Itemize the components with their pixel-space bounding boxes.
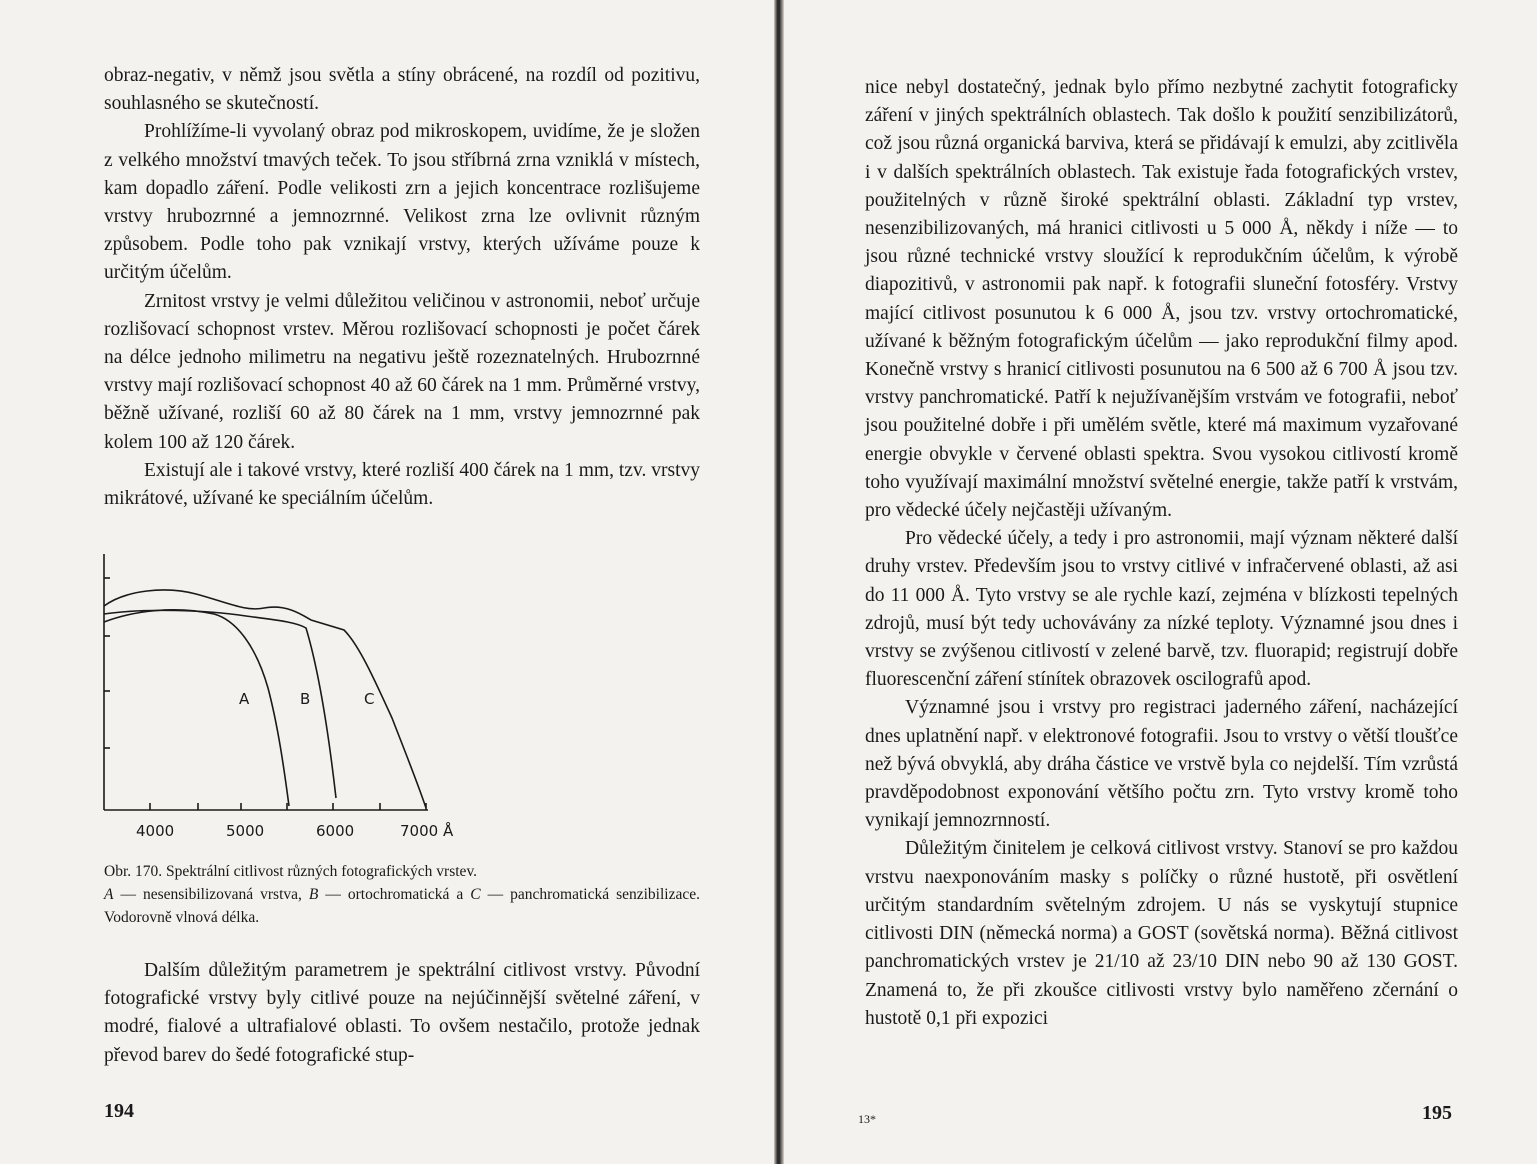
caption-title: Obr. 170. Spektrální citlivost různých fotografických vrstev. [104,863,478,880]
figure-graphic [96,548,496,848]
signature-mark: 13* [858,1112,876,1126]
caption-body: A — nesensibilizovaná vrstva, B — ortochromatická a C — panchromatická senzibilizace. Vodorovně vlnová délka. [104,886,700,926]
x-tick-label: 7000 Å [400,822,454,840]
right-page-text [865,74,1458,1033]
paragraph: Významné jsou i vrstvy pro registraci jaderného záření, nacházející dnes uplatnění např. v elektronové fotografii. Jsou to vrstvy o větší tloušťce než bývá obvyklá, aby dráha částice ve vrstvě byla co nejdelší. Tím vzrůstá pravděpodobnost exponování většího počtu zrn. Tyto vrstvy kromě toho vynikají jemnozrnností. [865,697,1458,832]
spectral-sensitivity-figure [96,548,496,848]
paragraph: Existují ale i takové vrstvy, které rozliší 400 čárek na 1 mm, tzv. vrstvy mikrátové, užívané ke speciálním účelům. [104,459,700,510]
page-number-right: 195 [1422,1102,1452,1124]
x-tick-label: 6000 [316,822,355,840]
curve-c [104,590,426,808]
curve-label-b: B [300,690,311,708]
x-tick-label: 4000 [136,822,175,840]
page-number-left: 194 [104,1100,134,1122]
paragraph: Pro vědecké účely, a tedy i pro astronomii, mají význam některé další druhy vrstev. Především jsou to vrstvy citlivé v infračervené oblasti, až asi do 11 000 Å. Tyto vrstvy se ale rychle kazí, zejména v blízkosti tepelných zdrojů, musí být tedy uchovávány za nízké teploty. Významné jsou dnes i vrstvy se zvýšenou citlivostí v zelené barvě, tzv. fluorapid; registrují dobře fluorescenční záření stínítek obrazovek oscilografů apod. [865,528,1458,691]
paragraph: Důležitým činitelem je celková citlivost vrstvy. Stanoví se pro každou vrstvu naexponováním masky s políčky o různé hustotě, při osvětlení určitým standardním světelným zdrojem. U nás se vyskytují stupnice citlivosti DIN (německá norma) a GOST (sovětská norma). Běžná citlivost panchromatických vrstev je 21/10 až 23/10 DIN nebo 90 až 130 GOST. Znamená to, že při zkoušce citlivosti vrstvy bylo naměřeno zčernání o hustotě 0,1 při expozici [865,838,1458,1029]
paragraph: Dalším důležitým parametrem je spektrální citlivost vrstvy. Původní fotografické vrstvy byly citlivé pouze na nejúčinnější světelné záření, v modré, fialové a ultrafialové oblasti. To ovšem nestačilo, protože jednak převod barev do šedé fotografické stup- [104,960,700,1066]
figure-caption [104,860,700,929]
left-page-text-top [104,62,700,513]
left-page-text-bottom [104,957,700,1070]
paragraph: Prohlížíme-li vyvolaný obraz pod mikroskopem, uvidíme, že je složen z velkého množství tmavých teček. To jsou stříbrná zrna vzniklá v místech, kam dopadlo záření. Podle velikosti zrn a jejich koncentrace rozlišujeme vrstvy hrubozrnné a jemnozrnné. Velikost zrna lze ovlivnit různým způsobem. Podle toho pak vznikají vrstvy, kterých užíváme pouze k určitým účelům. [104,121,700,284]
paragraph: obraz-negativ, v němž jsou světla a stíny obrácené, na rozdíl od pozitivu, souhlasného se skutečností. [104,65,700,115]
paragraph: nice nebyl dostatečný, jednak bylo přímo nezbytné zachytit fotograficky záření v jiných spektrálních oblastech. Tak došlo k použití senzibilizátorů, což jsou různá organická barviva, která se přidávají k emulzi, aby zcitlivěla i v dalších spektrálních oblastech. Tak existuje řada fotografických vrstev, použitelných v různě široké spektrální oblasti. Základní typ vrstev, nesenzibilizovaných, má hranici citlivosti u 5 000 Å, někdy i níže — to jsou různé technické vrstvy sloužící k reprodukčním účelům, k výrobě diapozitivů, v astronomii pak např. k fotografii sluneční fotosféry. Vrstvy mající citlivost posunutou k 6 000 Å, jsou tzv. vrstvy ortochromatické, užívané k běžným fotografickým účelům — jako reprodukční filmy apod. Konečně vrstvy s hranicí citlivosti posunutou na 6 500 až 6 700 Å jsou tzv. vrstvy panchromatické. Patří k nejužívanějším vrstvám ve fotografii, neboť jsou použitelné dobře i při umělém světle, které má maximum vyzařované energie obvykle v červené oblasti spektra. Svou vysokou citlivostí kromě toho využívají maximální množství světelné energie, takže patří k vrstvám, pro vědecké účely nejčastěji užívaným. [865,77,1458,522]
curve-label-a: A [239,690,250,708]
curve-label-c: C [364,690,375,708]
x-tick-label: 5000 [226,822,265,840]
book-spine [774,0,784,1164]
paragraph: Zrnitost vrstvy je velmi důležitou veličinou v astronomii, neboť určuje rozlišovací schopnost vrstev. Měrou rozlišovací schopnosti je počet čárek na délce jednoho milimetru na negativu ještě rozeznatelných. Hrubozrnné vrstvy mají rozlišovací schopnost 40 až 60 čárek na 1 mm. Průměrné vrstvy, běžně užívané, rozliší 60 až 80 čárek na 1 mm, vrstvy jemnozrnné pak kolem 100 až 120 čárek. [104,290,700,453]
curve-a [104,610,289,806]
